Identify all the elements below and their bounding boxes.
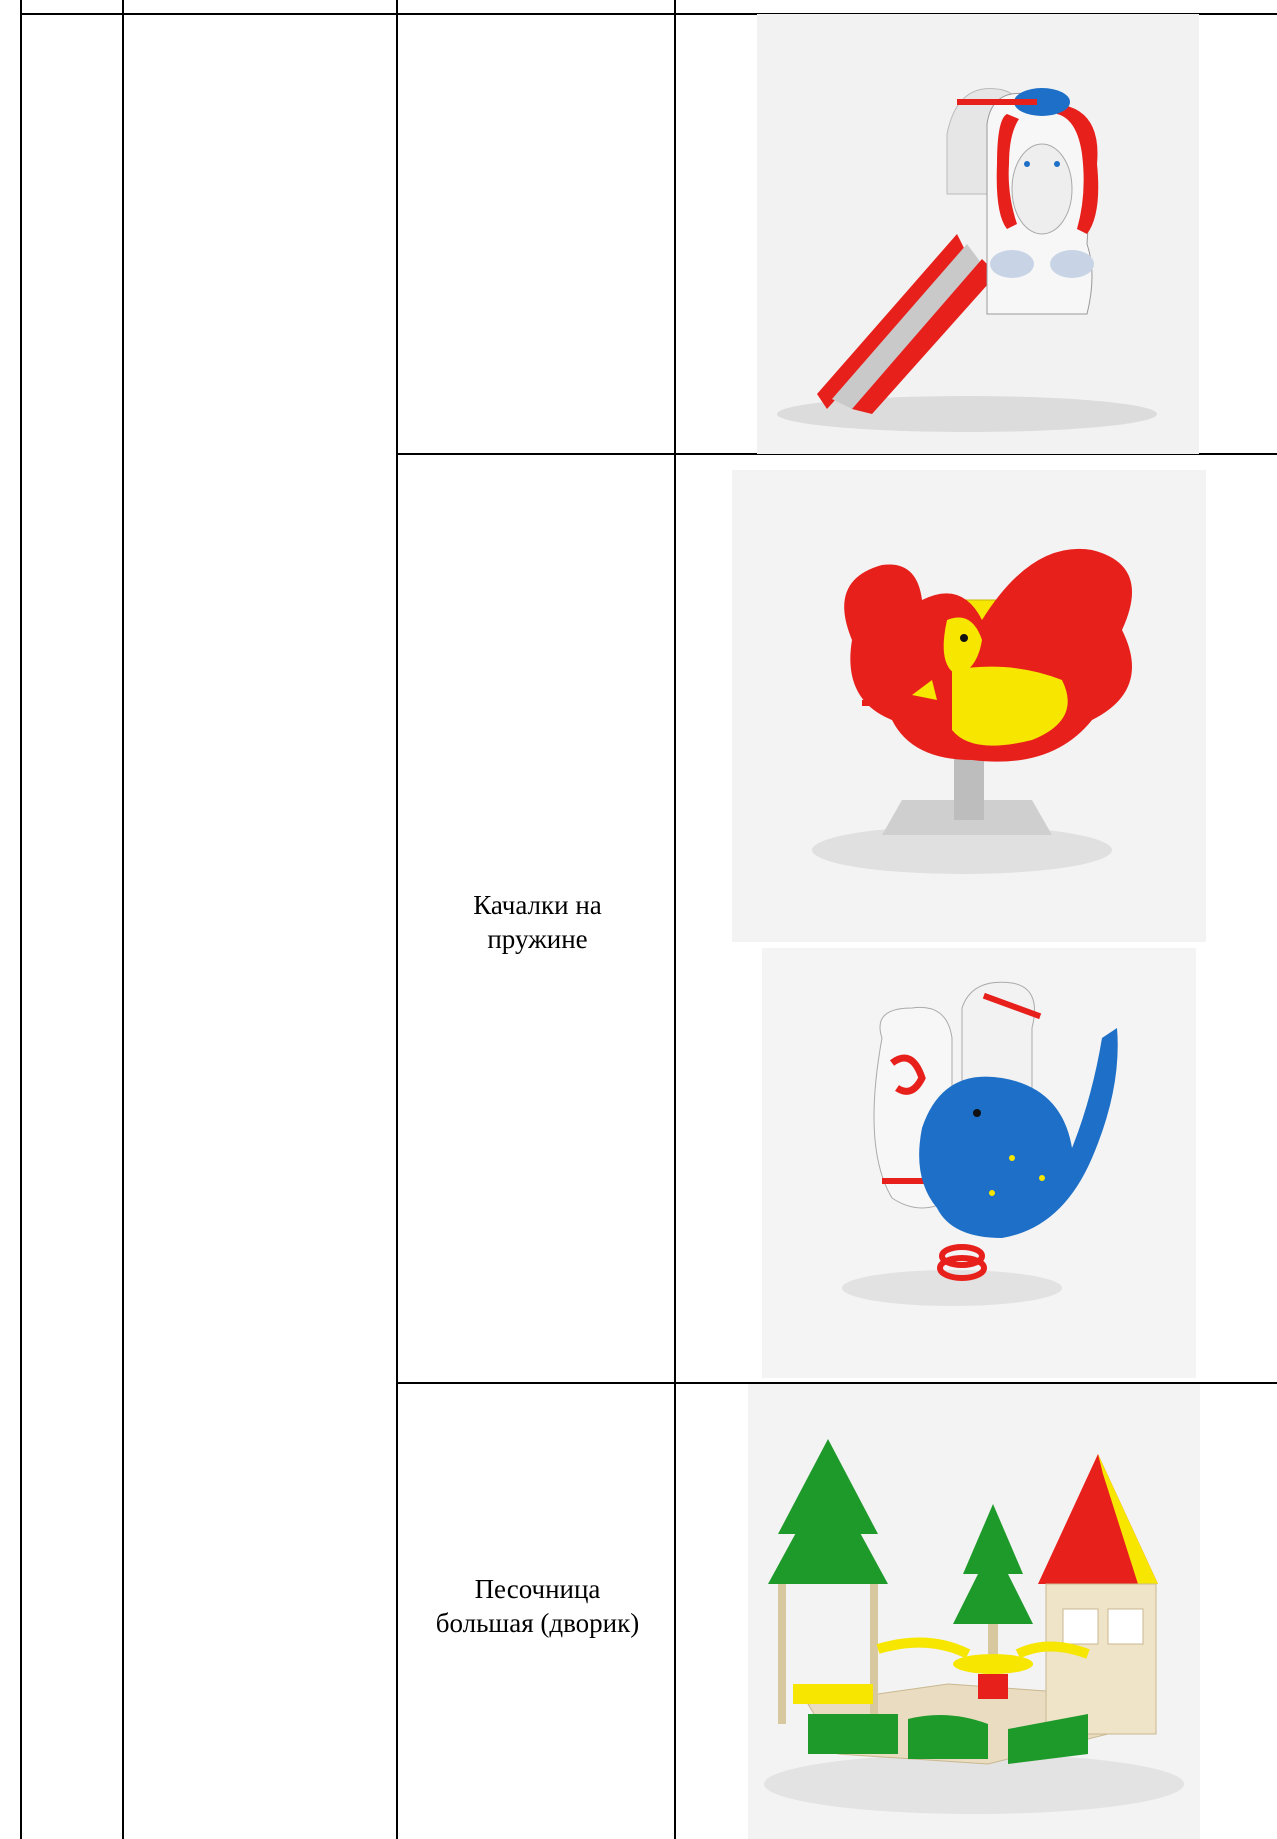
table-border-col2 bbox=[396, 0, 398, 1839]
table-border-left bbox=[20, 0, 22, 1839]
table-border-col1 bbox=[122, 0, 124, 1839]
rooster-spring-rocker-image bbox=[732, 470, 1206, 942]
sandbox-yard-image bbox=[748, 1384, 1200, 1839]
elephant-slide-image bbox=[757, 14, 1199, 454]
row-label: Качалки на пружине bbox=[473, 890, 602, 954]
dolphin-spring-rocker-image bbox=[762, 948, 1196, 1378]
row-label: Песочница большая (дворик) bbox=[435, 1574, 640, 1638]
